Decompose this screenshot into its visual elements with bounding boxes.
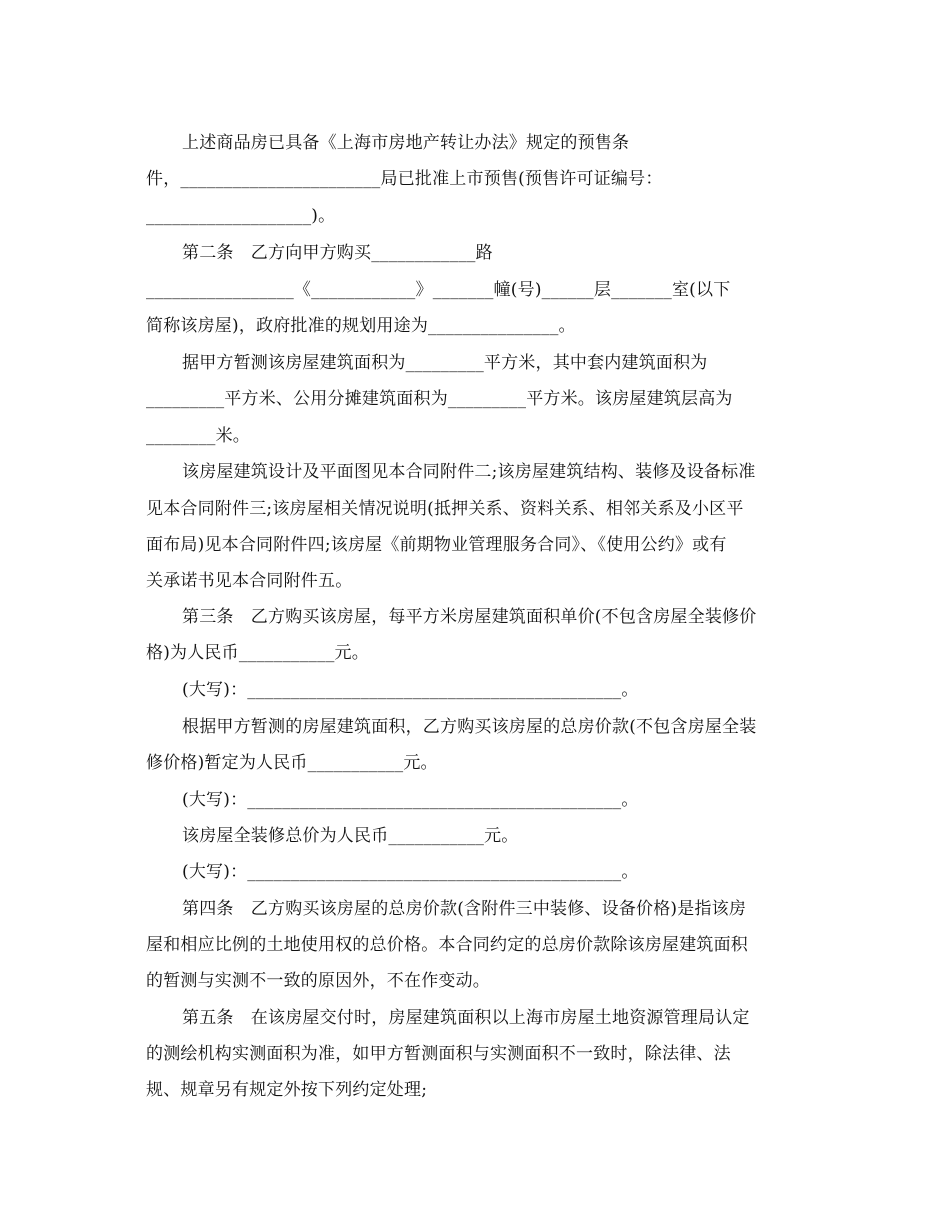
text-line: 格)为人民币___________元。 [146,643,369,663]
text-line: 第四条 乙方购买该房屋的总房价款(含附件三中装修、设备价格)是指该房 [182,899,747,919]
text-line: 第三条 乙方购买该房屋，每平方米房屋建筑面积单价(不包含房屋全装修价 [182,607,757,627]
text-line: 的测绘机构实测面积为准，如甲方暂测面积与实测面积不一致时，除法律、法 [146,1044,731,1064]
text-line: 该房屋全装修总价为人民币___________元。 [182,826,519,846]
text-line: 该房屋建筑设计及平面图见本合同附件二;该房屋建筑结构、装修及设备标准 [182,462,756,482]
text-line: _________________《____________》_______幢(号)______层_______室(以下 [146,280,731,300]
text-line: _________平方米、公用分摊建筑面积为_________平方米。该房屋建筑层高为 [146,389,733,409]
text-line: 件，_______________________局已批准上市预售(预售许可证编号： [146,169,663,189]
text-line: 根据甲方暂测的房屋建筑面积，乙方购买该房屋的总房价款(不包含房屋全装 [182,717,757,737]
text-line: 据甲方暂测该房屋建筑面积为_________平方米，其中套内建筑面积为 [182,353,708,373]
text-line: 屋和相应比例的土地使用权的总价格。本合同约定的总房价款除该房屋建筑面积 [146,935,748,955]
text-line: 上述商品房已具备《上海市房地产转让办法》规定的预售条 [182,133,630,153]
text-line: ________米。 [146,426,250,446]
text-line: (大写)：___________________________________________。 [182,862,639,882]
text-line: 的暂测与实测不一致的原因外，不在作变动。 [146,971,490,991]
text-line: 关承诺书见本合同附件五。 [146,571,353,591]
text-line: 面布局)见本合同附件四;该房屋《前期物业管理服务合同》、《使用公约》或有 [146,535,727,555]
text-line: (大写)：___________________________________________。 [182,680,639,700]
text-line: 第五条 在该房屋交付时，房屋建筑面积以上海市房屋土地资源管理局认定 [182,1008,750,1028]
text-line: 简称该房屋)，政府批准的规划用途为_______________。 [146,316,576,336]
text-line: 第二条 乙方向甲方购买____________路 [182,243,493,263]
text-line: 见本合同附件三;该房屋相关情况说明(抵押关系、资料关系、相邻关系及小区平 [146,499,744,519]
text-line: 规、规章另有规定外按下列约定处理; [146,1080,428,1100]
text-line: (大写)：___________________________________________。 [182,790,639,810]
text-line: ___________________)。 [146,206,336,226]
text-line: 修价格)暂定为人民币___________元。 [146,753,438,773]
